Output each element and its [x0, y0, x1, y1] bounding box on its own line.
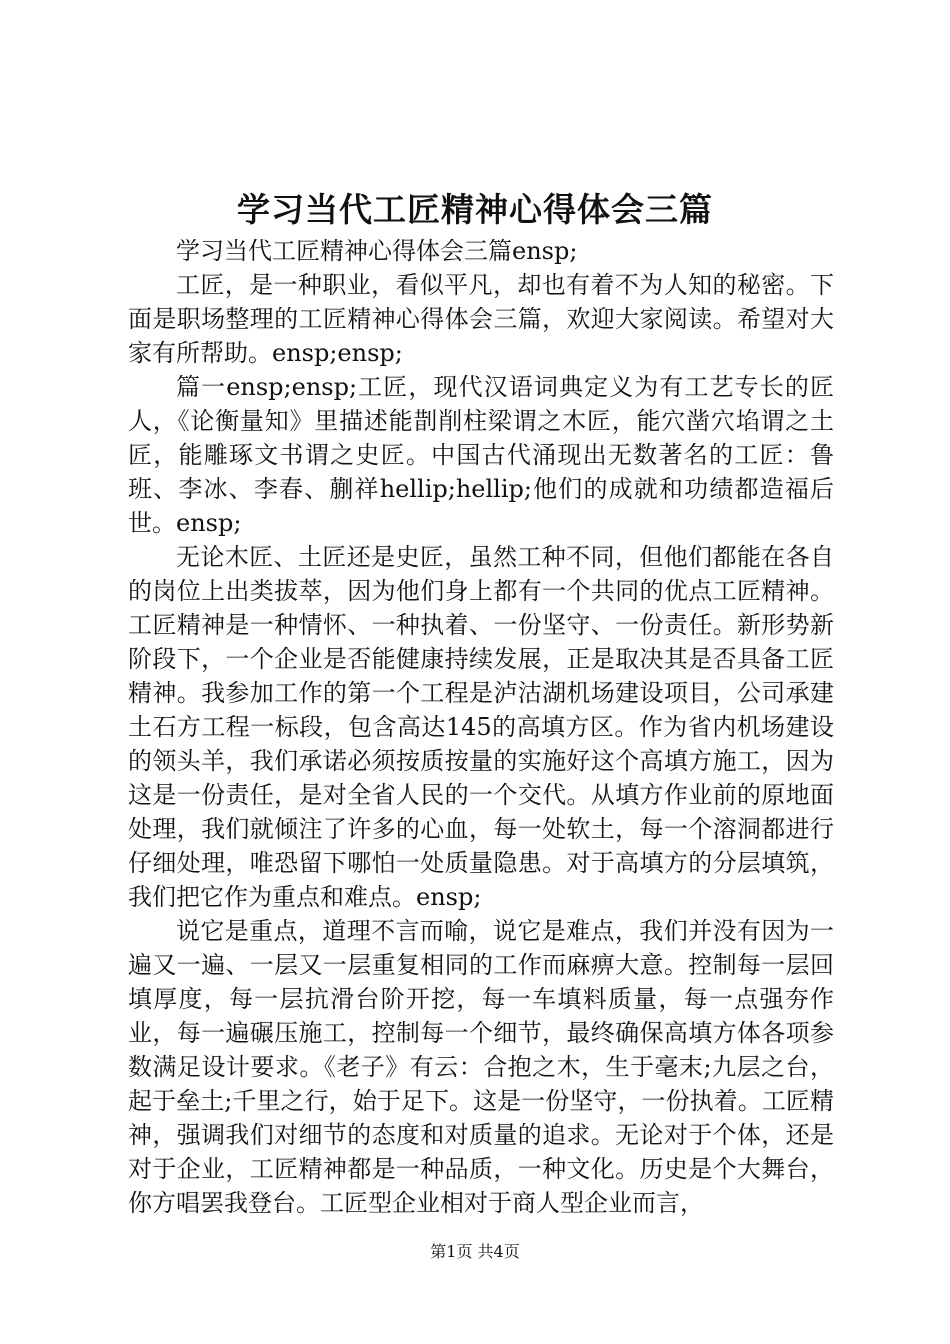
- paragraph: 篇一ensp;ensp;工匠，现代汉语词典定义为有工艺专长的匠人，《论衡量知》里描述能剒削柱梁谓之木匠，能穴凿穴埳谓之土匠，能雕琢文书谓之史匠。中国古代涌现出无数著名的工匠：鲁班、李冰、李春、蒯祥hellip;hellip;他们的成就和功绩都造福后世。ensp;: [128, 373, 834, 537]
- page-number-footer: 第1页 共4页: [430, 1242, 520, 1261]
- document-body: [128, 234, 834, 1220]
- paragraph: 学习当代工匠精神心得体会三篇ensp;: [176, 237, 578, 265]
- paragraph: 无论木匠、土匠还是史匠，虽然工种不同，但他们都能在各自的岗位上出类拔萃，因为他们身上都有一个共同的优点工匠精神。工匠精神是一种情怀、一种执着、一份坚守、一份责任。新形势新阶段下，一个企业是否能健康持续发展，正是取决其是否具备工匠精神。我参加工作的第一个工程是泸沽湖机场建设项目，公司承建土石方工程一标段，包含高达145的高填方区。作为省内机场建设的领头羊，我们承诺必须按质按量的实施好这个高填方施工，因为这是一份责任，是对全省人民的一个交代。从填方作业前的原地面处理，我们就倾注了许多的心血，每一处软土，每一个溶洞都进行仔细处理，唯恐留下哪怕一处质量隐患。对于高填方的分层填筑，我们把它作为重点和难点。ensp;: [128, 543, 834, 911]
- paragraph: 工匠，是一种职业，看似平凡，却也有着不为人知的秘密。下面是职场整理的工匠精神心得体会三篇，欢迎大家阅读。希望对大家有所帮助。ensp;ensp;: [128, 271, 834, 367]
- paragraph: 说它是重点，道理不言而喻，说它是难点，我们并没有因为一遍又一遍、一层又一层重复相同的工作而麻痹大意。控制每一层回填厚度，每一层抗滑台阶开挖，每一车填料质量，每一点强夯作业，每一遍碾压施工，控制每一个细节，最终确保高填方体各项参数满足设计要求。《老子》有云：合抱之木，生于毫末;九层之台，起于垒土;千里之行，始于足下。这是一份坚守，一份执着。工匠精神，强调我们对细节的态度和对质量的追求。无论对于个体，还是对于企业，工匠精神都是一种品质，一种文化。历史是个大舞台，你方唱罢我登台。工匠型企业相对于商人型企业而言，: [128, 917, 834, 1217]
- document-title: 学习当代工匠精神心得体会三篇: [237, 190, 713, 229]
